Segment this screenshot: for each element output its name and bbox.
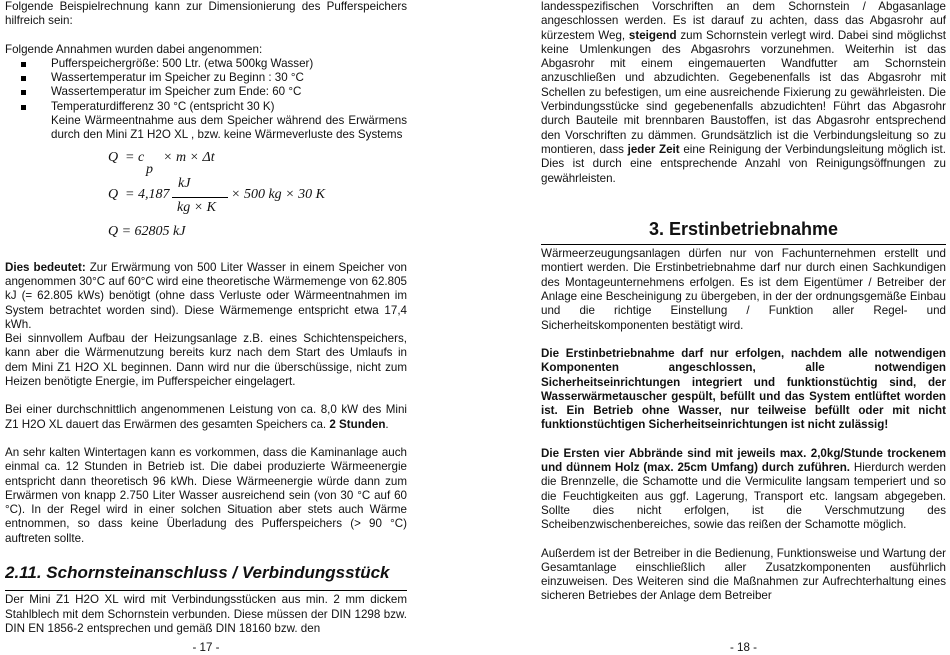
fraction-line <box>172 197 228 198</box>
section-heading-2-11: 2.11. Schornsteinanschluss / Verbindungsstück <box>5 563 390 583</box>
formula-result: Q = 62805 kJ <box>108 223 186 239</box>
formula-num: kJ <box>178 175 191 191</box>
warning-paragraph: Die Erstinbetriebnahme darf nur erfolgen, nachdem alle notwendigen Komponenten angeschlossen, alle notwendigen Sicherheitseinrichtungen integriert und funktionstüchtig sind, der Wasserwärmetauscher gespült, befüllt und das System entlüftet worden ist. Ein Betrieb ohne Wasser, nur teilweise befüllt oder mit nicht funktionstüchtigen Sicherheitseinrichtungen ist nicht zulässig! <box>541 346 946 432</box>
list-item: Wassertemperatur im Speicher zum Ende: 60 °C <box>51 85 407 99</box>
formula-q2: Q <box>108 186 119 202</box>
list-item: Temperaturdifferenz 30 °C (entspricht 30 K) <box>51 100 407 114</box>
betreiber-paragraph: Außerdem ist der Betreiber in die Bedienung, Funktionsweise und Wartung der Gesamtanlage einschließlich aller Zusatzkomponenten ausführlich einzuweisen. Des Weiteren sind die Maßnahmen zur Aufrechterhaltung eines sicheren Betriebes der Anlage dem Betreiber <box>541 546 946 603</box>
formula-sub-p: p <box>146 161 153 177</box>
page-18 <box>541 0 946 655</box>
result-paragraph: Dies bedeutet: Zur Erwärmung von 500 Liter Wasser in einem Speicher von angenommen 30°C auf 60°C wird eine theoretische Wärmemenge von 62.805 kJ (= 62.805 kWs) benötigt (ohne dass Verluste oder Wärmeentnahmen im System betrachtet worden sind). Diese Wärmemenge entspricht etwa 17,4 kWh. <box>5 260 407 331</box>
fachunternehmen-paragraph: Wärmeerzeugungsanlagen dürfen nur von Fachunternehmen erstellt und montiert werden. Die Erstinbetriebnahme darf nur durch einen Sachkundigen des Montageunternehmens erfolgen. Es ist dem Eigentümer / Betreiber der Anlage eine Bescheinigung zu übergeben, in der der ordnungsgemäße Einbau und die richtige Einstellung / Funktion aller Regel- und Sicherheitskomponenten bestätigt wird. <box>541 247 946 332</box>
aufbau-paragraph: Bei sinnvollem Aufbau der Heizungsanlage z.B. eines Schichtenspeichers, kann aber die Wärmenutzung bereits kurz nach dem Start des Umlaufs in dem Mini Z1 H2O XL beginnen. Dann wird nur die überschüssige, nicht zum Heizen benötigte Energie, im Pufferspeicher eingelagert. <box>5 332 407 389</box>
leistung-paragraph: Bei einer durchschnittlich angenommenen Leistung von ca. 8,0 kW des Mini Z1 H2O XL dauert das Erwärmen des gesamten Speichers ca. 2 Stunden. <box>5 403 407 431</box>
list-item: Keine Wärmeentnahme aus dem Speicher während des Erwärmens durch den Mini Z1 H2O XL , bzw. keine Wärmeverluste des Systems <box>11 114 407 143</box>
page-17 <box>5 0 407 655</box>
schornstein-paragraph: Der Mini Z1 H2O XL wird mit Verbindungsstücken aus min. 2 mm dickem Stahlblech mit dem Schornstein verbunden. Diese müssen der DIN 1298 bzw. DIN EN 1856-2 entsprechen und gemäß DIN 18160 bzw. den <box>5 593 407 635</box>
heading-rule <box>5 590 407 591</box>
section-heading-3: 3. Erstinbetriebnahme <box>648 218 839 239</box>
verbindung-paragraph: landesspezifischen Vorschriften an dem Schornstein / Abgasanlage angeschlossen werden. Es ist darauf zu achten, dass das Abgasrohr auf kürzestem Weg, steigend zum Schornstein verlegt wird. Dabei sind möglichst keine Umlenkungen des Abgasrohrs vorzunehmen. Weiterhin ist das Abgasrohr mit einem eingemauerten Wandfutter am Schornstein anzuschließen und abzudichten. Gegebenenfalls ist das Abgasrohr mit Schellen zu befestigen, um eine ausreichende Fixierung zu gewährleisten. Die Verbindungsstücke sind gegebenenfalls abzudichten! Führt das Abgasrohr durch Bauteile mit brennbaren Baustoffen, ist das Abgasrohr entsprechend den Vorschriften zu dämmen. Grundsätzlich ist die Verbindungsleitung so zu montieren, dass jeder Zeit eine Reinigung der Verbindungsleitung möglich ist. Dies ist durch eine entsprechende Anzahl von Reinigungsöffnungen zu gewährleisten. <box>541 0 946 185</box>
assumptions-list <box>5 57 407 143</box>
winter-paragraph: An sehr kalten Wintertagen kann es vorkommen, dass die Kaminanlage auch einmal ca. 12 Stunden in Betrieb ist. Die dabei produzierte Wärmeenergie entspricht dann theoretisch 96 kWh. Diese Wärmeenergie würde dann zum Erwärmen von knapp 2.750 Liter Wasser ausreichend sein (von 30 °C auf 60 °C). In der Regel wird in einer solchen Situation aber stets auch Wärme entnommen, so dass keine Überladung des Pufferspeichers (> 90 °C) auftreten sollte. <box>5 445 407 545</box>
formula-block <box>5 143 407 247</box>
list-item: Pufferspeichergröße: 500 Ltr. (etwa 500kg Wasser) <box>51 57 407 71</box>
assumptions-title: Folgende Annahmen wurden dabei angenommen: <box>5 42 263 56</box>
formula-rest1: × m × Δt <box>163 149 215 165</box>
list-item: Wassertemperatur im Speicher zu Beginn : 30 °C <box>51 71 407 85</box>
formula-eq1: = c <box>125 149 145 165</box>
formula-den: kg × K <box>177 199 216 215</box>
formula-eq2: = 4,187 <box>125 186 170 202</box>
formula-q1: Q <box>108 149 119 165</box>
page-number: - 18 - <box>729 640 758 654</box>
intro-text: Folgende Beispielrechnung kann zur Dimensionierung des Pufferspeichers hilfreich sein: <box>5 0 407 28</box>
abbraende-paragraph: Die Ersten vier Abbrände sind mit jeweils max. 2,0kg/Stunde trockenem und dünnem Holz (max. 25cm Umfang) durch zuführen. Hierdurch werden die Brennzelle, die Schamotte und die Vermiculite langsam temperiert und so die Feuchtigkeiten aus ggf. Lagerung, Transport etc. langsam abgegeben. Sollte dies nicht erfolgen, ist die Verschmutzung des Scheibenzwischenbereiches, sowie das reißen der Schamotte möglich. <box>541 446 946 532</box>
page-number: - 17 - <box>192 640 220 654</box>
formula-rest2: × 500 kg × 30 K <box>231 186 325 202</box>
heading-rule <box>541 244 946 245</box>
